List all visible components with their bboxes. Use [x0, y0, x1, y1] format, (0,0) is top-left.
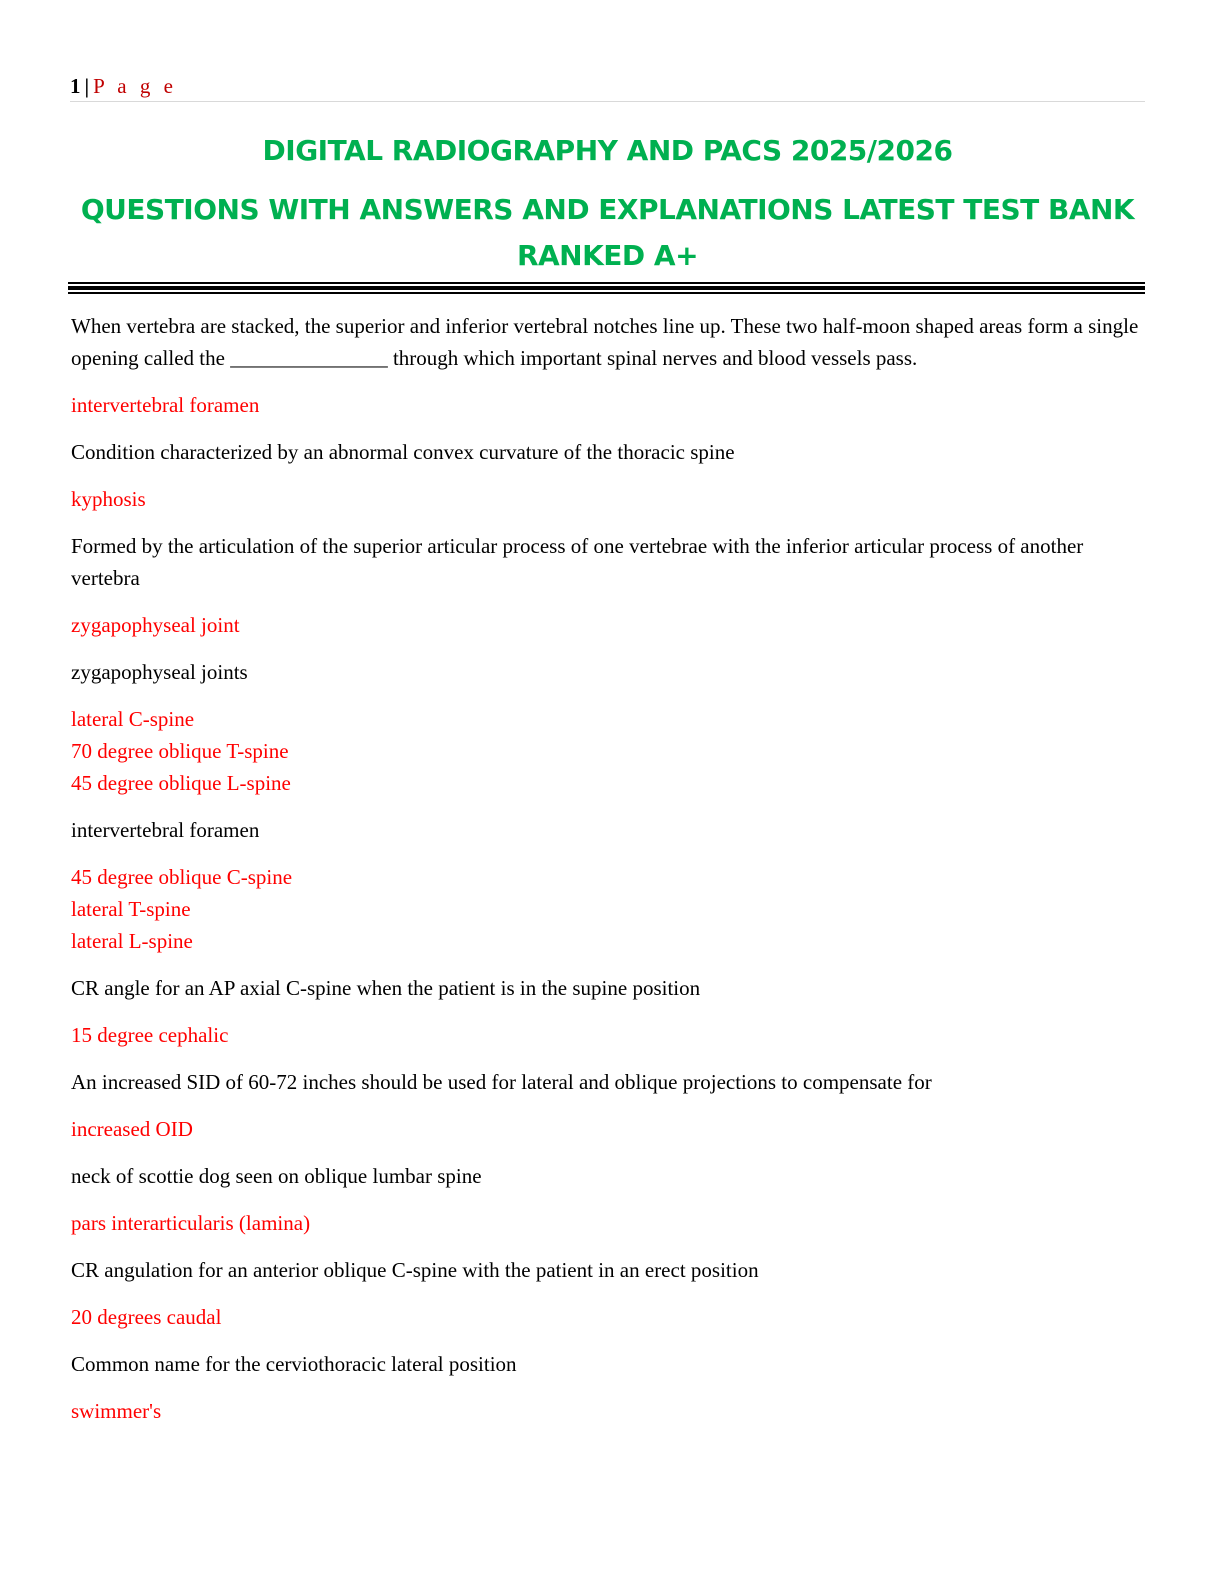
page-word: P a g e [93, 74, 177, 98]
answer-block [71, 389, 1146, 421]
question-text: CR angle for an AP axial C-spine when the patient is in the supine position [71, 976, 701, 1000]
page-header [70, 72, 1145, 102]
answer-block [71, 609, 1146, 641]
answer-line: kyphosis [71, 487, 146, 511]
question-text: Formed by the articulation of the superior articular process of one vertebrae with the inferior articular process of another vertebra [71, 534, 1084, 590]
question-text: intervertebral foramen [71, 818, 260, 842]
answer-line: lateral L-spine [71, 929, 193, 953]
answer-line: 70 degree oblique T-spine [71, 739, 289, 763]
answer-block [71, 1019, 1146, 1051]
question-text: Common name for the cerviothoracic lateral position [71, 1352, 517, 1376]
question-text: When vertebra are stacked, the superior and inferior vertebral notches line up. These two half-moon shaped areas form a single opening called the _______________ through which important spinal nerves and blood vessels pass. [71, 314, 1139, 370]
answer-block [71, 1207, 1146, 1239]
answer-line: lateral T-spine [71, 897, 191, 921]
question-text: neck of scottie dog seen on oblique lumbar spine [71, 1164, 482, 1188]
answer-line: 20 degrees caudal [71, 1305, 222, 1329]
answer-line: 45 degree oblique C-spine [71, 865, 293, 889]
title-divider-thin-bottom [68, 292, 1145, 294]
title-divider-thin-top [68, 282, 1145, 284]
answer-line: intervertebral foramen [71, 393, 260, 417]
document-title-line-1: DIGITAL RADIOGRAPHY AND PACS 2025/2026 [262, 134, 953, 167]
document-title-line-2: QUESTIONS WITH ANSWERS AND EXPLANATIONS LATEST TEST BANK RANKED A+ [80, 193, 1135, 272]
answer-block [71, 861, 1146, 957]
answer-line: lateral C-spine [71, 707, 195, 731]
question-text: CR angulation for an anterior oblique C-spine with the patient in an erect position [71, 1258, 759, 1282]
answer-line: 15 degree cephalic [71, 1023, 229, 1047]
title-divider-thick [68, 286, 1145, 290]
question-text: zygapophyseal joints [71, 660, 248, 684]
answer-block [71, 483, 1146, 515]
answer-line: increased OID [71, 1117, 193, 1141]
answer-block [71, 1301, 1146, 1333]
header-separator: | [84, 74, 90, 98]
page-number: 1 [70, 74, 81, 98]
answer-line: zygapophyseal joint [71, 613, 240, 637]
answer-line: swimmer's [71, 1399, 162, 1423]
answer-block [71, 703, 1146, 799]
answer-line: 45 degree oblique L-spine [71, 771, 291, 795]
question-text: Condition characterized by an abnormal convex curvature of the thoracic spine [71, 440, 735, 464]
answer-block [71, 1113, 1146, 1145]
answer-line: pars interarticularis (lamina) [71, 1211, 311, 1235]
qa-list [71, 310, 1146, 1442]
answer-block [71, 1395, 1146, 1427]
question-text: An increased SID of 60-72 inches should be used for lateral and oblique projections to compensate for [71, 1070, 932, 1094]
